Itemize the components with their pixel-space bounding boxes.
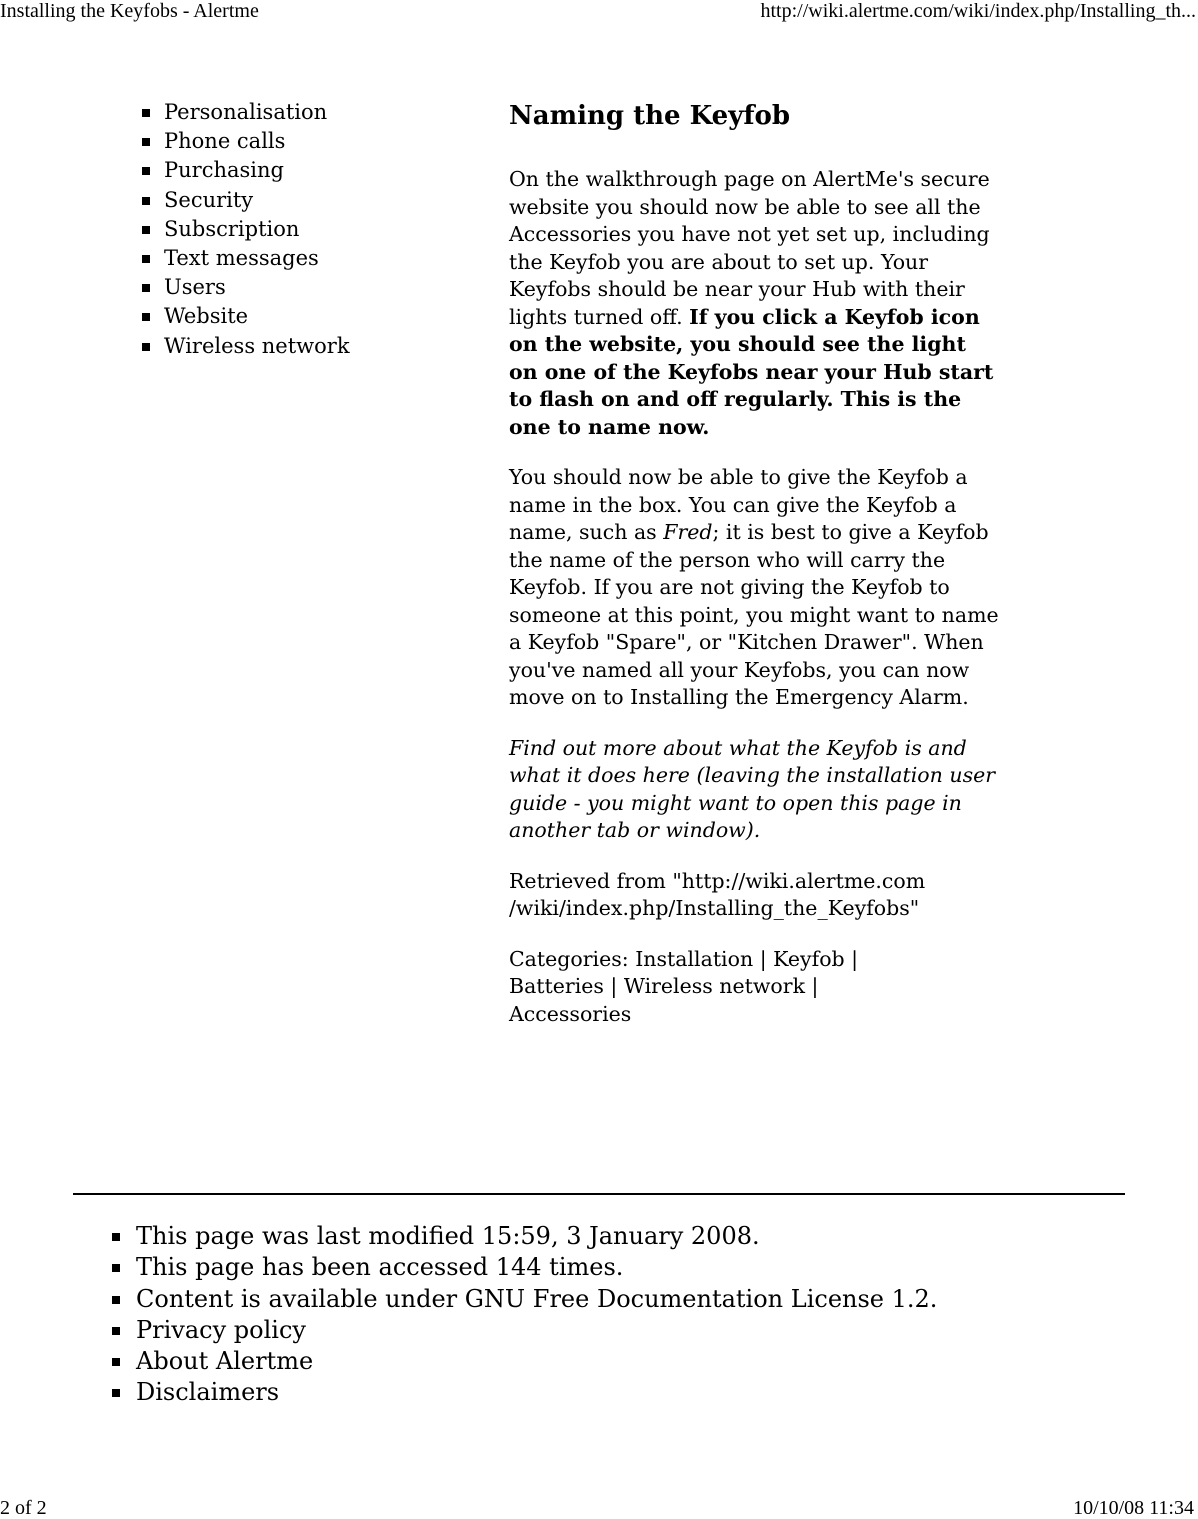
sidebar-item-security[interactable]: Security <box>140 186 470 215</box>
sidebar-item-users[interactable]: Users <box>140 273 470 302</box>
section-heading: Naming the Keyfob <box>509 101 791 131</box>
article-content <box>509 96 999 1051</box>
sidebar-item-subscription[interactable]: Subscription <box>140 215 470 244</box>
retrieved-link[interactable]: /wiki/index.php/Installing_the_Keyfobs" <box>509 896 920 920</box>
sidebar-item-text-messages[interactable]: Text messages <box>140 244 470 273</box>
example-name: Fred <box>663 520 713 544</box>
intro-paragraph <box>509 166 999 441</box>
print-footer-page: 2 of 2 <box>0 1497 47 1519</box>
print-header-url: http://wiki.alertme.com/wiki/index.php/Installing_th... <box>760 0 1196 22</box>
footer-license-link[interactable]: Content is available under GNU Free Documentation License 1.2. <box>110 1284 937 1315</box>
print-header-title: Installing the Keyfobs - Alertme <box>0 0 259 22</box>
category-link-installation[interactable]: Installation <box>635 946 754 971</box>
category-link-accessories[interactable]: Accessories <box>509 1001 632 1026</box>
find-out-more-text: Find out more about what the Keyfob is and what it does here (leaving the installation user guide - you might want to open this page in another tab or window). <box>509 735 996 842</box>
naming-text-end: ; it is best to give a Keyfob the name of the person who will carry the Keyfob. If you are not giving the Keyfob to someone at this point, you might want to name a Keyfob "Spare", or "Kitchen Drawer". When you've named all your Keyfobs, you can now move on to Installing the Emergency Alarm. <box>509 520 999 709</box>
categories-label: Categories: <box>509 946 629 971</box>
retrieved-from <box>509 868 999 923</box>
retrieved-line-1: Retrieved from "http://wiki.alertme.com <box>509 868 926 893</box>
categories: Categories: Installation | Keyfob | Batteries | Wireless network | Accessories <box>509 946 859 1026</box>
footer-disclaimers-link[interactable]: Disclaimers <box>110 1377 937 1408</box>
naming-text-start: You should now be able to give the Keyfob a name in the box. You can give the Keyfob a name, such as <box>509 465 968 544</box>
sidebar-item-wireless-network[interactable]: Wireless network <box>140 332 470 361</box>
category-link-keyfob[interactable]: Keyfob <box>773 946 845 971</box>
footer-privacy-link[interactable]: Privacy policy <box>110 1315 937 1346</box>
category-link-wireless-network[interactable]: Wireless network <box>623 974 805 998</box>
footer-last-modified: This page was last modified 15:59, 3 January 2008. <box>110 1221 937 1252</box>
sidebar-category-list <box>140 98 470 361</box>
footer-about-link[interactable]: About Alertme <box>110 1346 937 1377</box>
page-footer-list <box>110 1221 937 1409</box>
sidebar-item-personalisation[interactable]: Personalisation <box>140 98 470 127</box>
find-out-more-paragraph <box>509 735 999 845</box>
footer-access-count: This page has been accessed 144 times. <box>110 1252 937 1283</box>
print-footer-datetime: 10/10/08 11:34 <box>1073 1497 1194 1519</box>
intro-bold-instruction: If you click a Keyfob icon on the website, you should see the light on one of the Keyfobs near your Hub start to flash on and off regularly. This is the one to name now. <box>509 304 994 439</box>
sidebar-item-phone-calls[interactable]: Phone calls <box>140 127 470 156</box>
category-link-batteries[interactable]: Batteries <box>509 974 604 998</box>
footer-divider <box>73 1193 1125 1195</box>
intro-text: On the walkthrough page on AlertMe's secure website you should now be able to see all the Accessories you have not yet set up, including the Keyfob you are about to set up. Your Keyfobs should be near your Hub with their lights turned off. <box>509 167 990 329</box>
naming-paragraph <box>509 464 999 712</box>
sidebar-item-website[interactable]: Website <box>140 302 470 331</box>
sidebar-item-purchasing[interactable]: Purchasing <box>140 156 470 185</box>
